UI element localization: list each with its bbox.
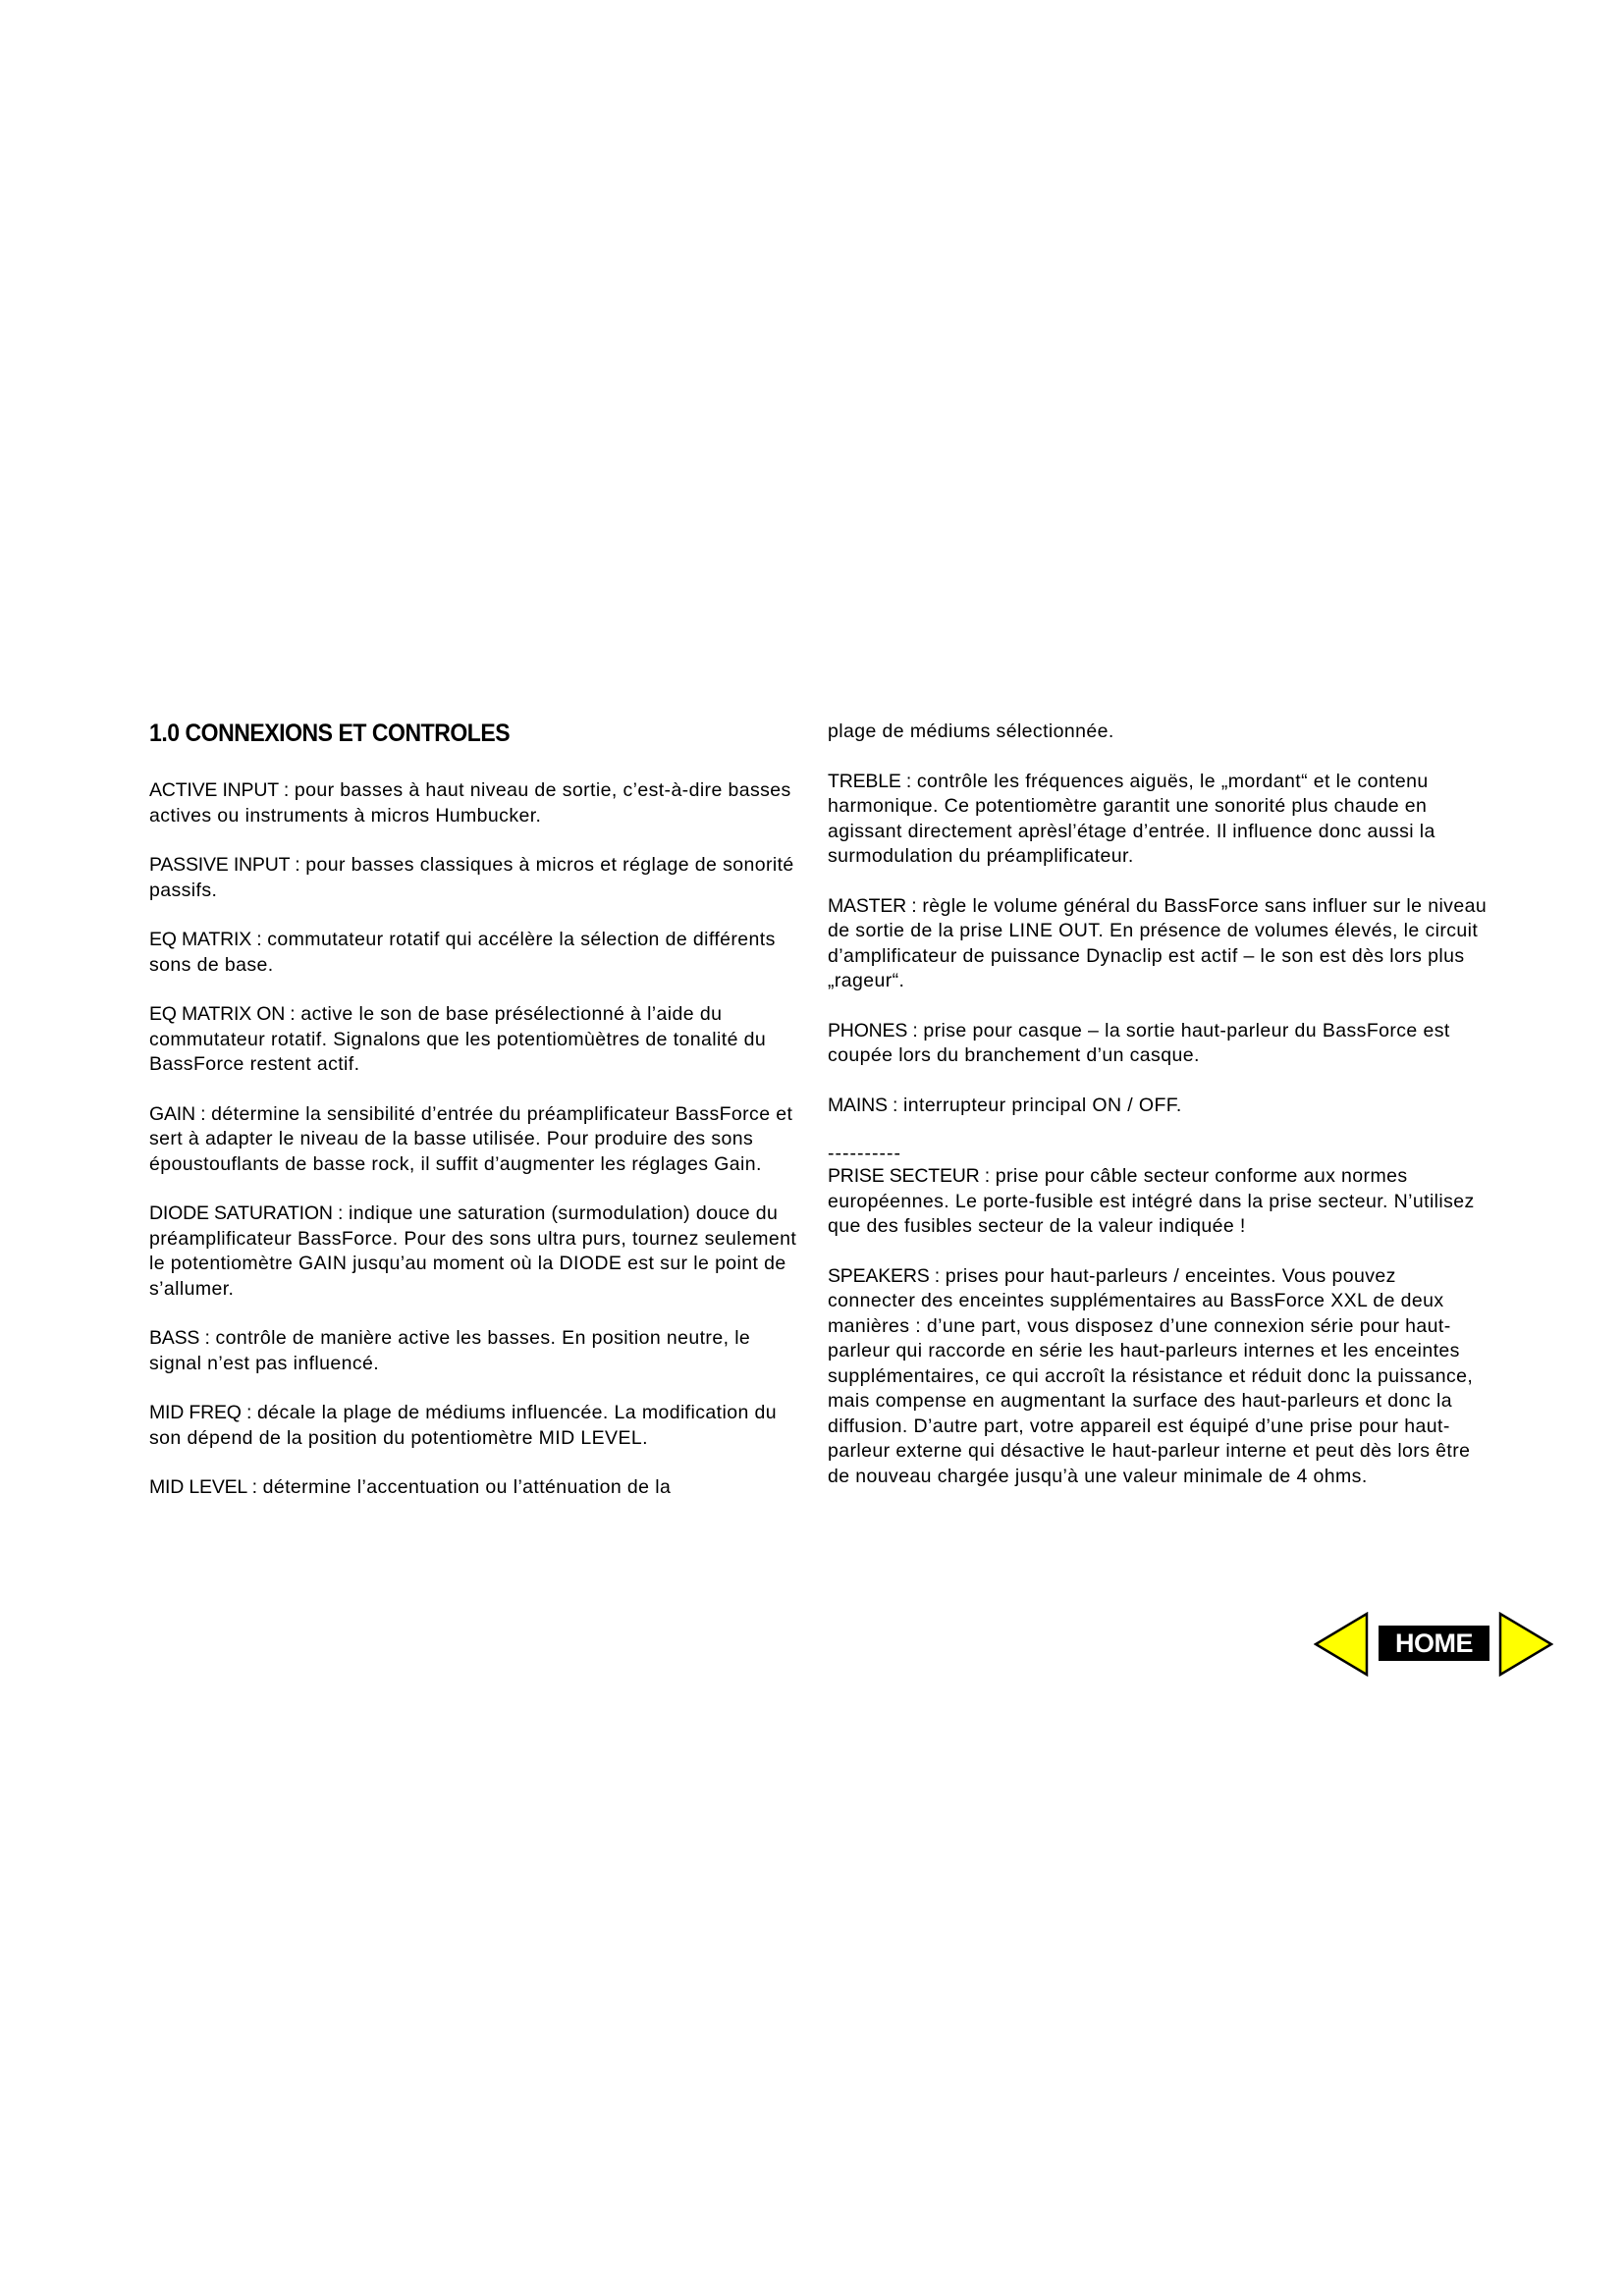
page-navigation [1314, 1612, 1553, 1677]
term: MID FREQ : [149, 1402, 252, 1423]
term: TREBLE : [828, 770, 912, 792]
left-column [149, 720, 797, 1525]
paragraph-mid-freq [149, 1401, 797, 1451]
paragraph-mid-level [149, 1475, 797, 1501]
description: prises pour haut-parleurs / enceintes. Vous pouvez connecter des enceintes supplémentaires au BassForce XXL de deux manières : d’une part, vous disposez d’une connexion série pour haut-parleur qui raccorde en série les haut-parleurs internes et les enceintes supplémentaires, ce qui accroît la résistance et réduit donc la puissance, mais compense en augmentant la surface des haut-parleurs et donc la diffusion. D’autre part, votre appareil est équipé d’une prise pour haut-parleur externe qui désactive le haut-parleur interne et peut dès lors être de nouveau chargée jusqu’à une valeur minimale de 4 ohms. [828, 1264, 1474, 1487]
paragraph-active-input [149, 778, 797, 828]
description: détermine l’accentuation ou l’atténuation de la [256, 1476, 672, 1498]
description: prise pour câble secteur conforme aux normes européennes. Le porte-fusible est intégré dans la prise secteur. N’utilisez que des fusibles secteur de la valeur indiquée ! [828, 1165, 1475, 1237]
term: MASTER : [828, 894, 917, 917]
description: contrôle de manière active les basses. En position neutre, le signal n’est pas influencé. [149, 1327, 751, 1374]
description: plage de médiums sélectionnée. [828, 721, 1114, 742]
term: MAINS : [828, 1094, 898, 1116]
term: PRISE SECTEUR : [828, 1165, 990, 1187]
description: règle le volume général du BassForce sans influer sur le niveau de sortie de la prise LINE OUT. En présence de volumes élevés, le circuit d’amplificateur de puissance Dynaclip est actif – le son est dès lors plus „rageur“. [828, 894, 1488, 991]
paragraph-eq-matrix [149, 928, 797, 978]
term: MID LEVEL : [149, 1476, 257, 1498]
description: pour basses à haut niveau de sortie, c’est-à-dire basses actives ou instruments à micros Humbucker. [149, 779, 791, 827]
term: ACTIVE INPUT : [149, 779, 290, 801]
paragraph-bass [149, 1326, 797, 1376]
section-title: 1.0 CONNEXIONS ET CONTROLES [149, 720, 511, 747]
description: pour basses classiques à micros et réglage de sonorité passifs. [149, 854, 794, 901]
term: SPEAKERS : [828, 1264, 940, 1287]
paragraph-speakers [828, 1264, 1488, 1490]
description: contrôle les fréquences aiguës, le „mordant“ et le contenu harmonique. Ce potentiomètre garantit une sonorité plus chaude en agissant directement aprèsl’étage d’entrée. Il influence donc aussi la surmodulation du préamplificateur. [828, 770, 1435, 867]
description: active le son de base présélectionné à l’aide du commutateur rotatif. Signalons que les potentiomùètres de tonalité du BassForce restent actif. [149, 1003, 767, 1075]
paragraph-mains [828, 1094, 1488, 1119]
term: EQ MATRIX : [149, 929, 262, 950]
right-column [828, 720, 1488, 1514]
description: détermine la sensibilité d’entrée du préamplificateur BassForce et sert à adapter le niveau de la basse utilisée. Pour produire des sons époustouflants de basse rock, il suffit d’augmenter les réglages Gain. [149, 1102, 793, 1175]
description: décale la plage de médiums influencée. La modification du son dépend de la position du potentiomètre MID LEVEL. [149, 1402, 778, 1449]
paragraph-prise-secteur [828, 1164, 1488, 1240]
description: commutateur rotatif qui accélère la sélection de différents sons de base. [149, 929, 776, 976]
paragraph-diode-saturation [149, 1201, 797, 1302]
paragraph-eq-matrix-on [149, 1002, 797, 1078]
paragraph-treble [828, 770, 1488, 870]
paragraph-master [828, 894, 1488, 994]
term: DIODE SATURATION : [149, 1202, 344, 1224]
separator: ---------- [828, 1143, 901, 1164]
term: PHONES : [828, 1019, 918, 1041]
paragraph-mid-level-continued [828, 720, 1488, 745]
term: EQ MATRIX ON : [149, 1003, 296, 1025]
paragraph-passive-input [149, 853, 797, 903]
term: GAIN : [149, 1102, 206, 1125]
paragraph-phones [828, 1019, 1488, 1069]
description: indique une saturation (surmodulation) douce du préamplificateur BassForce. Pour des sons ultra purs, tournez seulement le potentiomètre GAIN jusqu’au moment où la DIODE est sur le point de s’allumer. [149, 1202, 797, 1300]
triangle-left-icon[interactable] [1314, 1612, 1369, 1677]
home-button[interactable]: HOME [1379, 1626, 1489, 1661]
paragraph-gain [149, 1102, 797, 1178]
description: interrupteur principal ON / OFF. [897, 1094, 1182, 1116]
term: PASSIVE INPUT : [149, 854, 300, 876]
triangle-right-icon[interactable] [1498, 1612, 1553, 1677]
term: BASS : [149, 1327, 210, 1349]
description: prise pour casque – la sortie haut-parleur du BassForce est coupée lors du branchement d’un casque. [828, 1019, 1450, 1066]
